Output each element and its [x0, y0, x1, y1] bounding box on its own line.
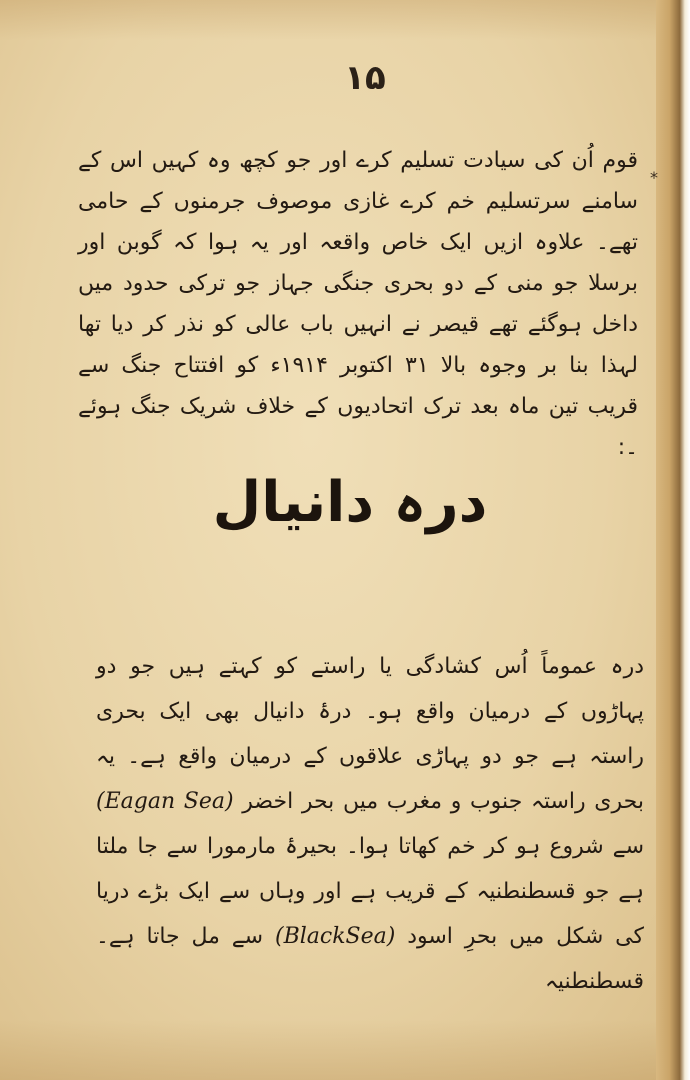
page-number: ۱۵ — [344, 58, 386, 98]
black-sea-label: (BlackSea) — [274, 924, 396, 949]
dardanelles-text-part-1: درہ عموماً اُس کشادگی یا راستے کو کہتے ہیں جو دو پہاڑوں کے درمیان واقع ہو۔ درۂ دانیال بھی ایک بحری راستہ ہے جو دو پہاڑی علاقوں کے درمیان واقع ہے۔ یہ بحری راستہ جنوب و مغرب میں بحر اخضر — [96, 654, 644, 814]
section-heading: درہ دانیال — [212, 470, 488, 535]
dardanelles-text-part-3: سے مل جاتا ہے۔ قسطنطنیہ — [96, 924, 644, 994]
dardanelles-text-part-2: سے شروع ہو کر خم کھاتا ہوا۔ بحیرۂ مارمورا سے جا ملتا ہے جو قسطنطنیہ کے قریب ہے اور وہاں سے ایک بڑے دریا کی شکل میں بحرِ اسود — [96, 834, 644, 949]
page-right-edge — [656, 0, 690, 1080]
paper-stain-bottom — [0, 1020, 690, 1080]
paragraph-intro: قوم اُن کی سیادت تسلیم کرے اور جو کچھ وہ کہیں اس کے سامنے سرتسلیم خم کرے غازی موصوف جرمنوں کے حامی تھے۔ علاوہ ازیں ایک خاص واقعہ اور یہ ہوا کہ گوبن اور برسلا جو منی کے دو بحری جنگی جہاز جو ترکی حدود میں داخل ہوگئے تھے قیصر نے انہیں باب عالی کو نذر کر دیا تھا لہذا بنا بر وجوہ بالا ۳۱ اکتوبر ۱۹۱۴ء کو افتتاح جنگ سے قریب تین ماہ بعد ترک اتحادیوں کے خلاف شریک جنگ ہوئے ۔: — [78, 148, 638, 460]
paragraph-dardanelles — [96, 644, 644, 1004]
margin-asterisk: * — [650, 168, 658, 187]
paper-stain-top — [0, 0, 690, 40]
aegean-sea-label: (Eagan Sea) — [96, 789, 234, 814]
